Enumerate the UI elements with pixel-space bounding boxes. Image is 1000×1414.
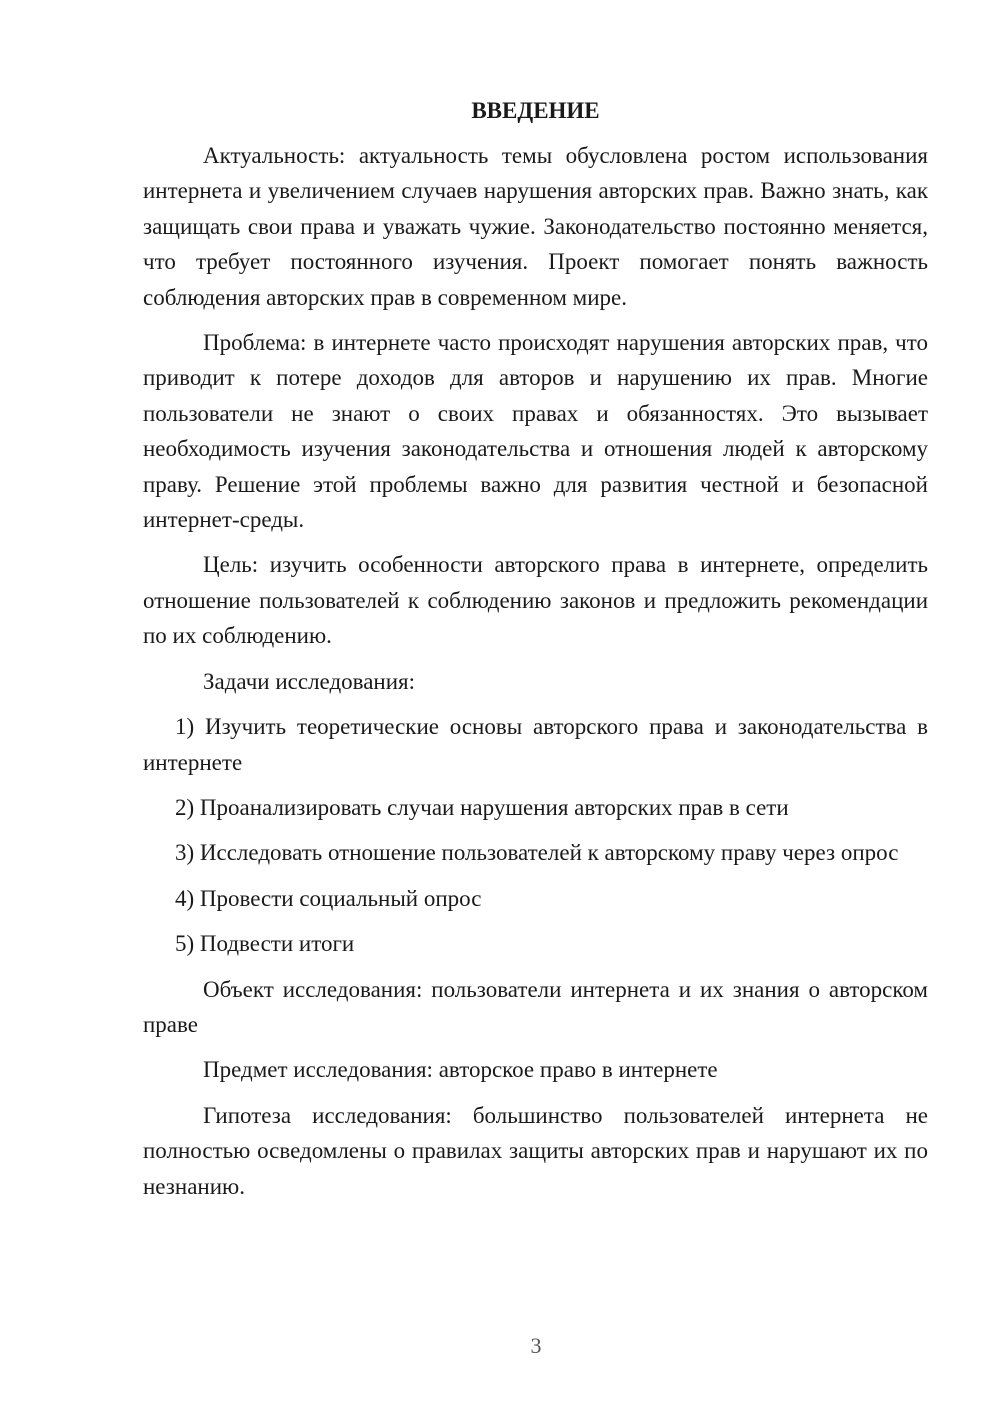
page-title: ВВЕДЕНИЕ: [471, 98, 600, 123]
tasks-heading: Задачи исследования:: [203, 668, 416, 694]
task-item-4: 4) Провести социальный опрос: [175, 885, 482, 911]
object-paragraph: Объект исследования: пользователи интернета и их знания о авторском праве: [143, 976, 928, 1037]
page-content: [143, 93, 928, 1214]
goal-paragraph: Цель: изучить особенности авторского права в интернете, определить отношение пользователей к соблюдению законов и предложить рекомендации по их соблюдению.: [143, 552, 928, 649]
subject-paragraph: Предмет исследования: авторское право в интернете: [203, 1057, 718, 1083]
problem-paragraph: Проблема: в интернете часто происходят нарушения авторских прав, что приводит к потере доходов для авторов и нарушению их прав. Многие пользователи не знают о своих правах и обязанностях. Это вызывает необходимость изучения законодательства и отношения людей к авторскому праву. Решение этой проблемы важно для развития честной и безопасной интернет-среды.: [143, 330, 928, 533]
task-item-2: 2) Проанализировать случаи нарушения авторских прав в сети: [175, 794, 789, 820]
hypothesis-paragraph: Гипотеза исследования: большинство пользователей интернета не полностью осведомлены о правилах защиты авторских прав и нарушают их по незнанию.: [143, 1102, 928, 1199]
task-item-3: 3) Исследовать отношение пользователей к авторскому праву через опрос: [175, 840, 899, 866]
page-number: 3: [530, 1333, 542, 1358]
task-item-1: 1) Изучить теоретические основы авторского права и законодательства в интернете: [143, 714, 928, 775]
task-item-5: 5) Подвести итоги: [175, 931, 355, 957]
relevance-paragraph: Актуальность: актуальность темы обусловлена ростом использования интернета и увеличением случаев нарушения авторских прав. Важно знать, как защищать свои права и уважать чужие. Законодательство постоянно меняется, что требует постоянного изучения. Проект помогает понять важность соблюдения авторских прав в современном мире.: [143, 143, 928, 310]
